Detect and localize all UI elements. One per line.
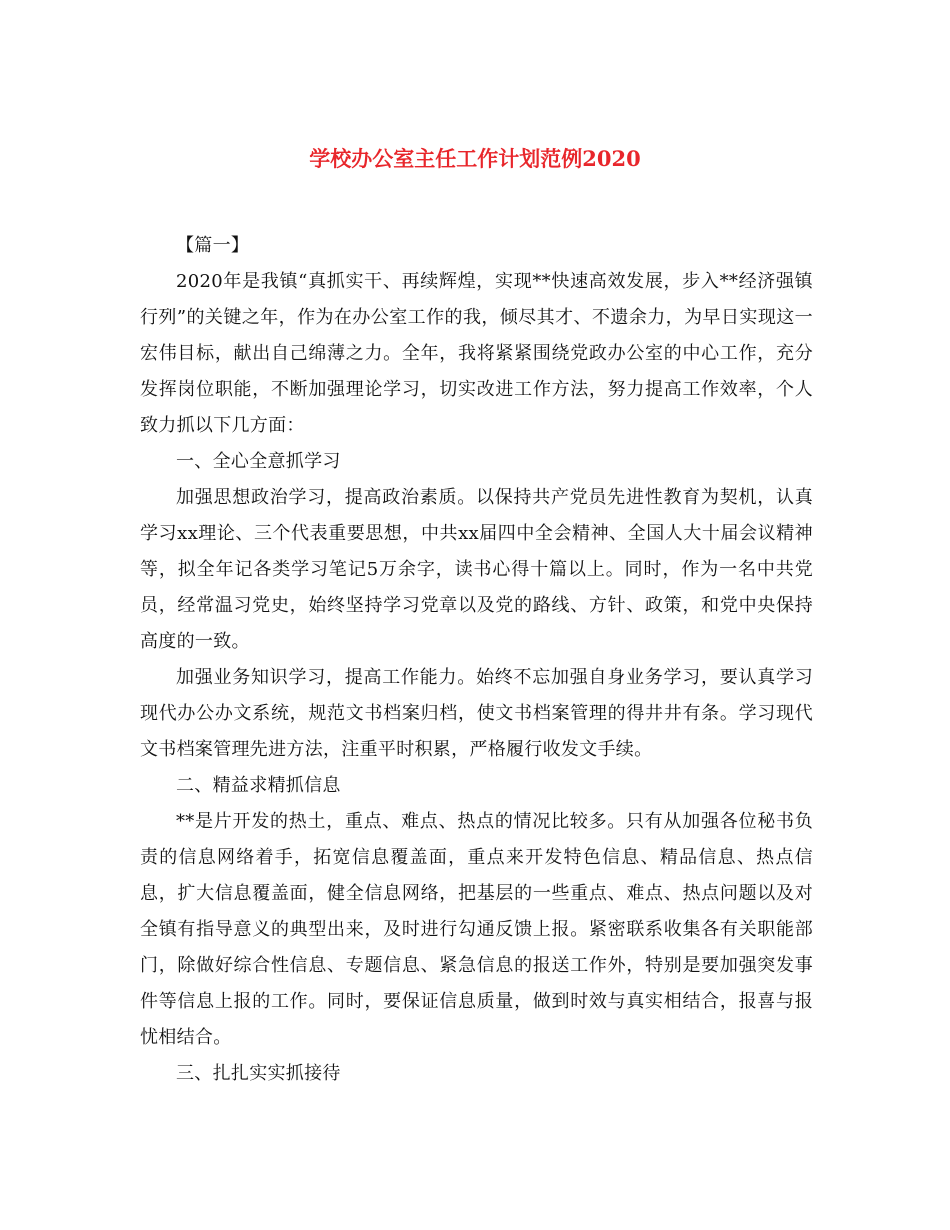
document-title: 学校办公室主任工作计划范例2020	[309, 146, 641, 171]
paragraph-study-business: 加强业务知识学习，提高工作能力。始终不忘加强自身业务学习，要认真学习现代办公办文系统，规范文书档案归档，使文书档案管理的得井井有条。学习现代文书档案管理先进方法，注重平时积累，严格履行收发文手续。	[140, 667, 813, 760]
section-heading-2: 二、精益求精抓信息	[176, 775, 341, 796]
document-body	[140, 228, 813, 1092]
section-heading-1: 一、全心全意抓学习	[176, 451, 341, 472]
section-heading-3: 三、扎扎实实抓接待	[176, 1063, 341, 1084]
section-label: 【篇一】	[176, 235, 250, 256]
paragraph-study-politics: 加强思想政治学习，提高政治素质。以保持共产党员先进性教育为契机，认真学习xx理论、三个代表重要思想，中共xx届四中全会精神、全国人大十届会议精神等，拟全年记各类学习笔记5万余字，读书心得十篇以上。同时，作为一名中共党员，经常温习党史，始终坚持学习党章以及党的路线、方针、政策，和党中央保持高度的一致。	[140, 487, 813, 652]
intro-paragraph: 2020年是我镇“真抓实干、再续辉煌，实现**快速高效发展，步入**经济强镇行列”的关键之年，作为在办公室工作的我，倾尽其才、不遗余力，为早日实现这一宏伟目标，献出自己绵薄之力。全年，我将紧紧围绕党政办公室的中心工作，充分发挥岗位职能，不断加强理论学习，切实改进工作方法，努力提高工作效率，个人致力抓以下几方面：	[140, 271, 813, 436]
paragraph-information: **是片开发的热土，重点、难点、热点的情况比较多。只有从加强各位秘书负责的信息网络着手，拓宽信息覆盖面，重点来开发特色信息、精品信息、热点信息，扩大信息覆盖面，健全信息网络，把基层的一些重点、难点、热点问题以及对全镇有指导意义的典型出来，及时进行勾通反馈上报。紧密联系收集各有关职能部门，除做好综合性信息、专题信息、紧急信息的报送工作外，特别是要加强突发事件等信息上报的工作。同时，要保证信息质量，做到时效与真实相结合，报喜与报忧相结合。	[140, 811, 813, 1048]
